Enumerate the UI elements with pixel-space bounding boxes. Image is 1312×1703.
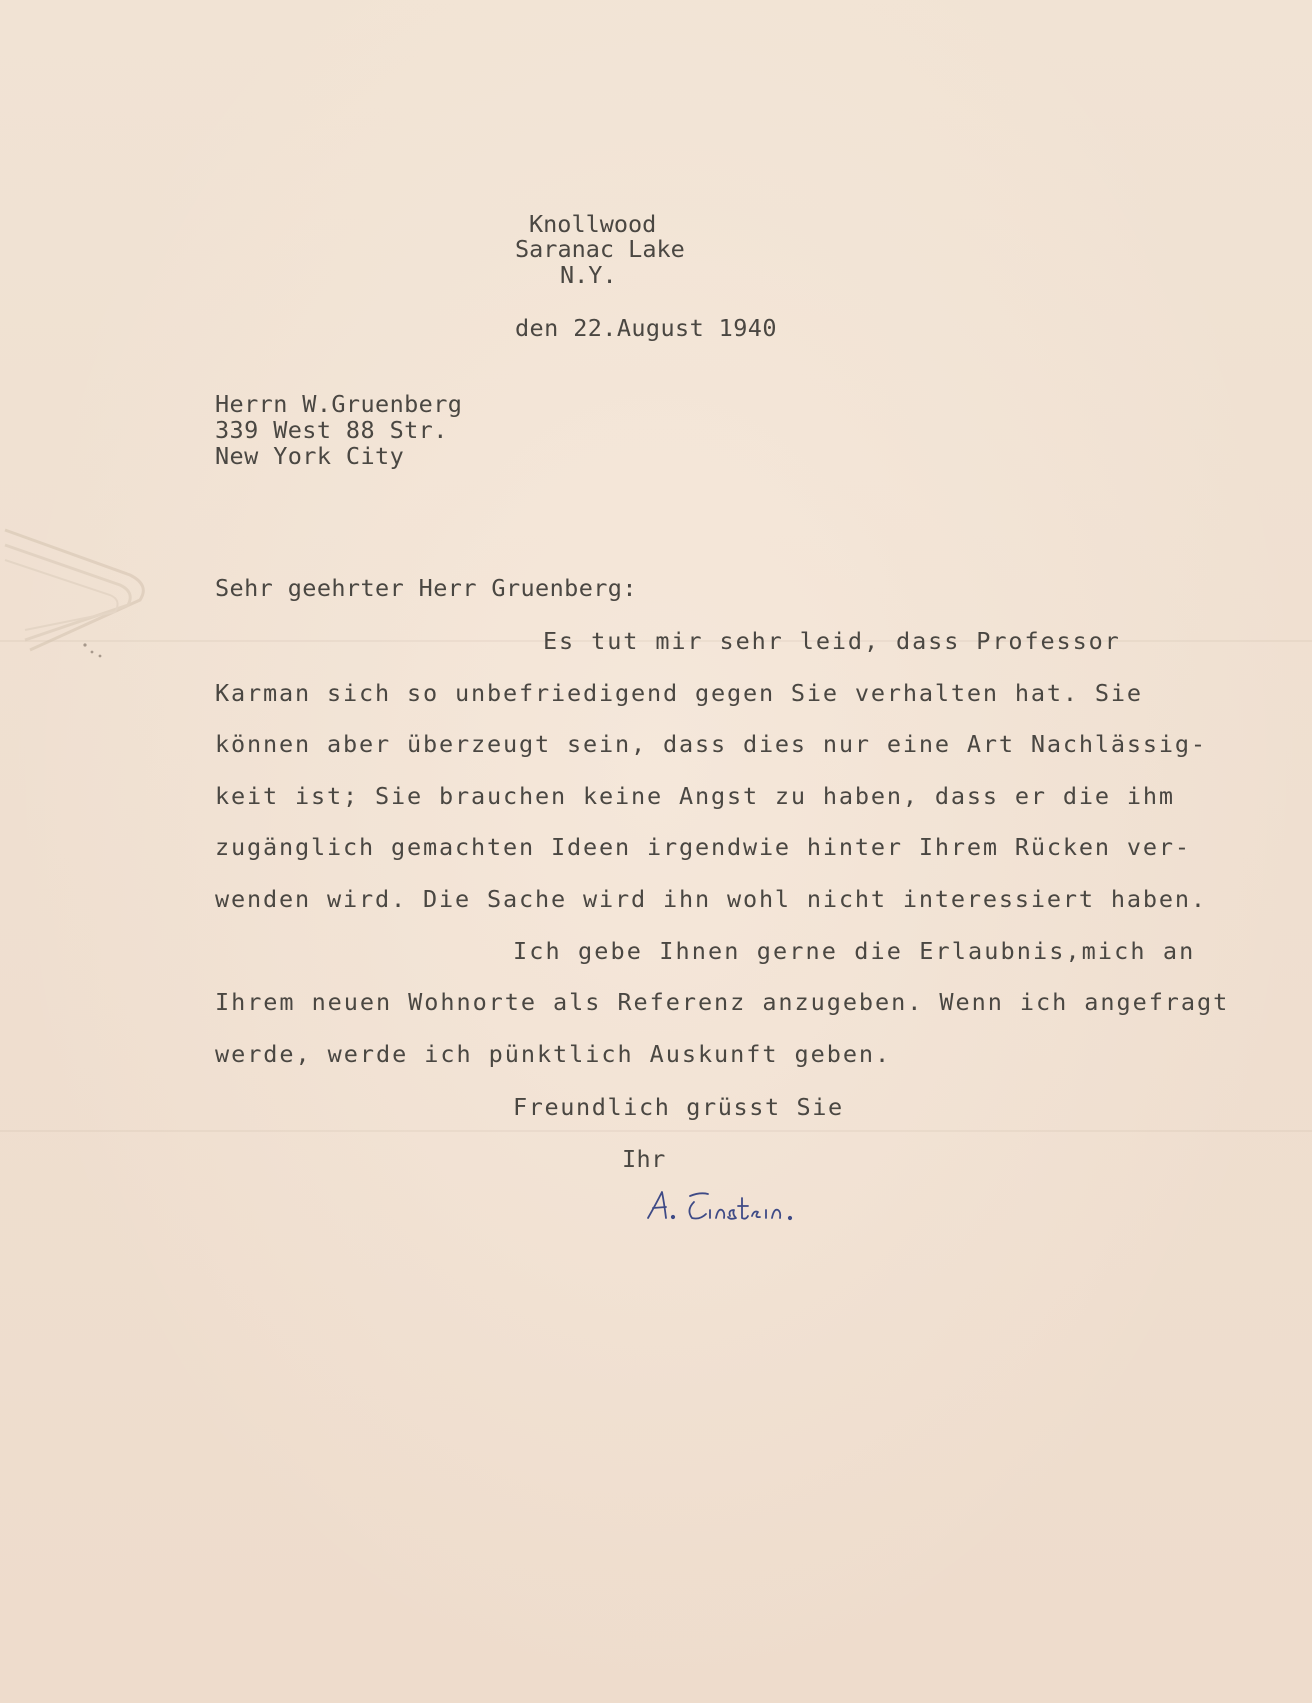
signature-image — [642, 1180, 822, 1240]
body-line: Es tut mir sehr leid, dass Professor — [543, 627, 1121, 655]
closing-line: Ihr — [622, 1145, 666, 1173]
paperclip-impression — [0, 520, 150, 670]
body-line: wenden wird. Die Sache wird ihn wohl nicht interessiert haben. — [215, 885, 1207, 913]
body-line: werde, werde ich pünktlich Auskunft geben. — [215, 1040, 892, 1068]
body-line: keit ist; Sie brauchen keine Angst zu haben, dass er die ihm — [215, 782, 1175, 810]
sender-address-line: Saranac Lake — [515, 235, 685, 263]
body-line: Ich gebe Ihnen gerne die Erlaubnis,mich an — [513, 937, 1196, 965]
closing-line: Freundlich grüsst Sie — [513, 1093, 844, 1121]
sender-address-line: N.Y. — [560, 261, 617, 289]
salutation: Sehr geehrter Herr Gruenberg: — [215, 574, 637, 602]
body-line: zugänglich gemachten Ideen irgendwie hinter Ihrem Rücken ver- — [215, 833, 1191, 861]
letter-date: den 22.August 1940 — [515, 314, 777, 342]
recipient-line: New York City — [215, 442, 405, 470]
body-line: Ihrem neuen Wohnorte als Referenz anzugeben. Wenn ich angefragt — [215, 988, 1230, 1016]
recipient-line: 339 West 88 Str. — [215, 416, 448, 444]
paper-fold — [0, 1130, 1312, 1132]
body-line: können aber überzeugt sein, dass dies nur eine Art Nachlässig- — [215, 730, 1207, 758]
recipient-line: Herrn W.Gruenberg — [215, 390, 463, 418]
body-line: Karman sich so unbefriedigend gegen Sie verhalten hat. Sie — [215, 679, 1143, 707]
handwritten-signature — [642, 1180, 822, 1240]
sender-address-line: Knollwood — [529, 210, 657, 238]
